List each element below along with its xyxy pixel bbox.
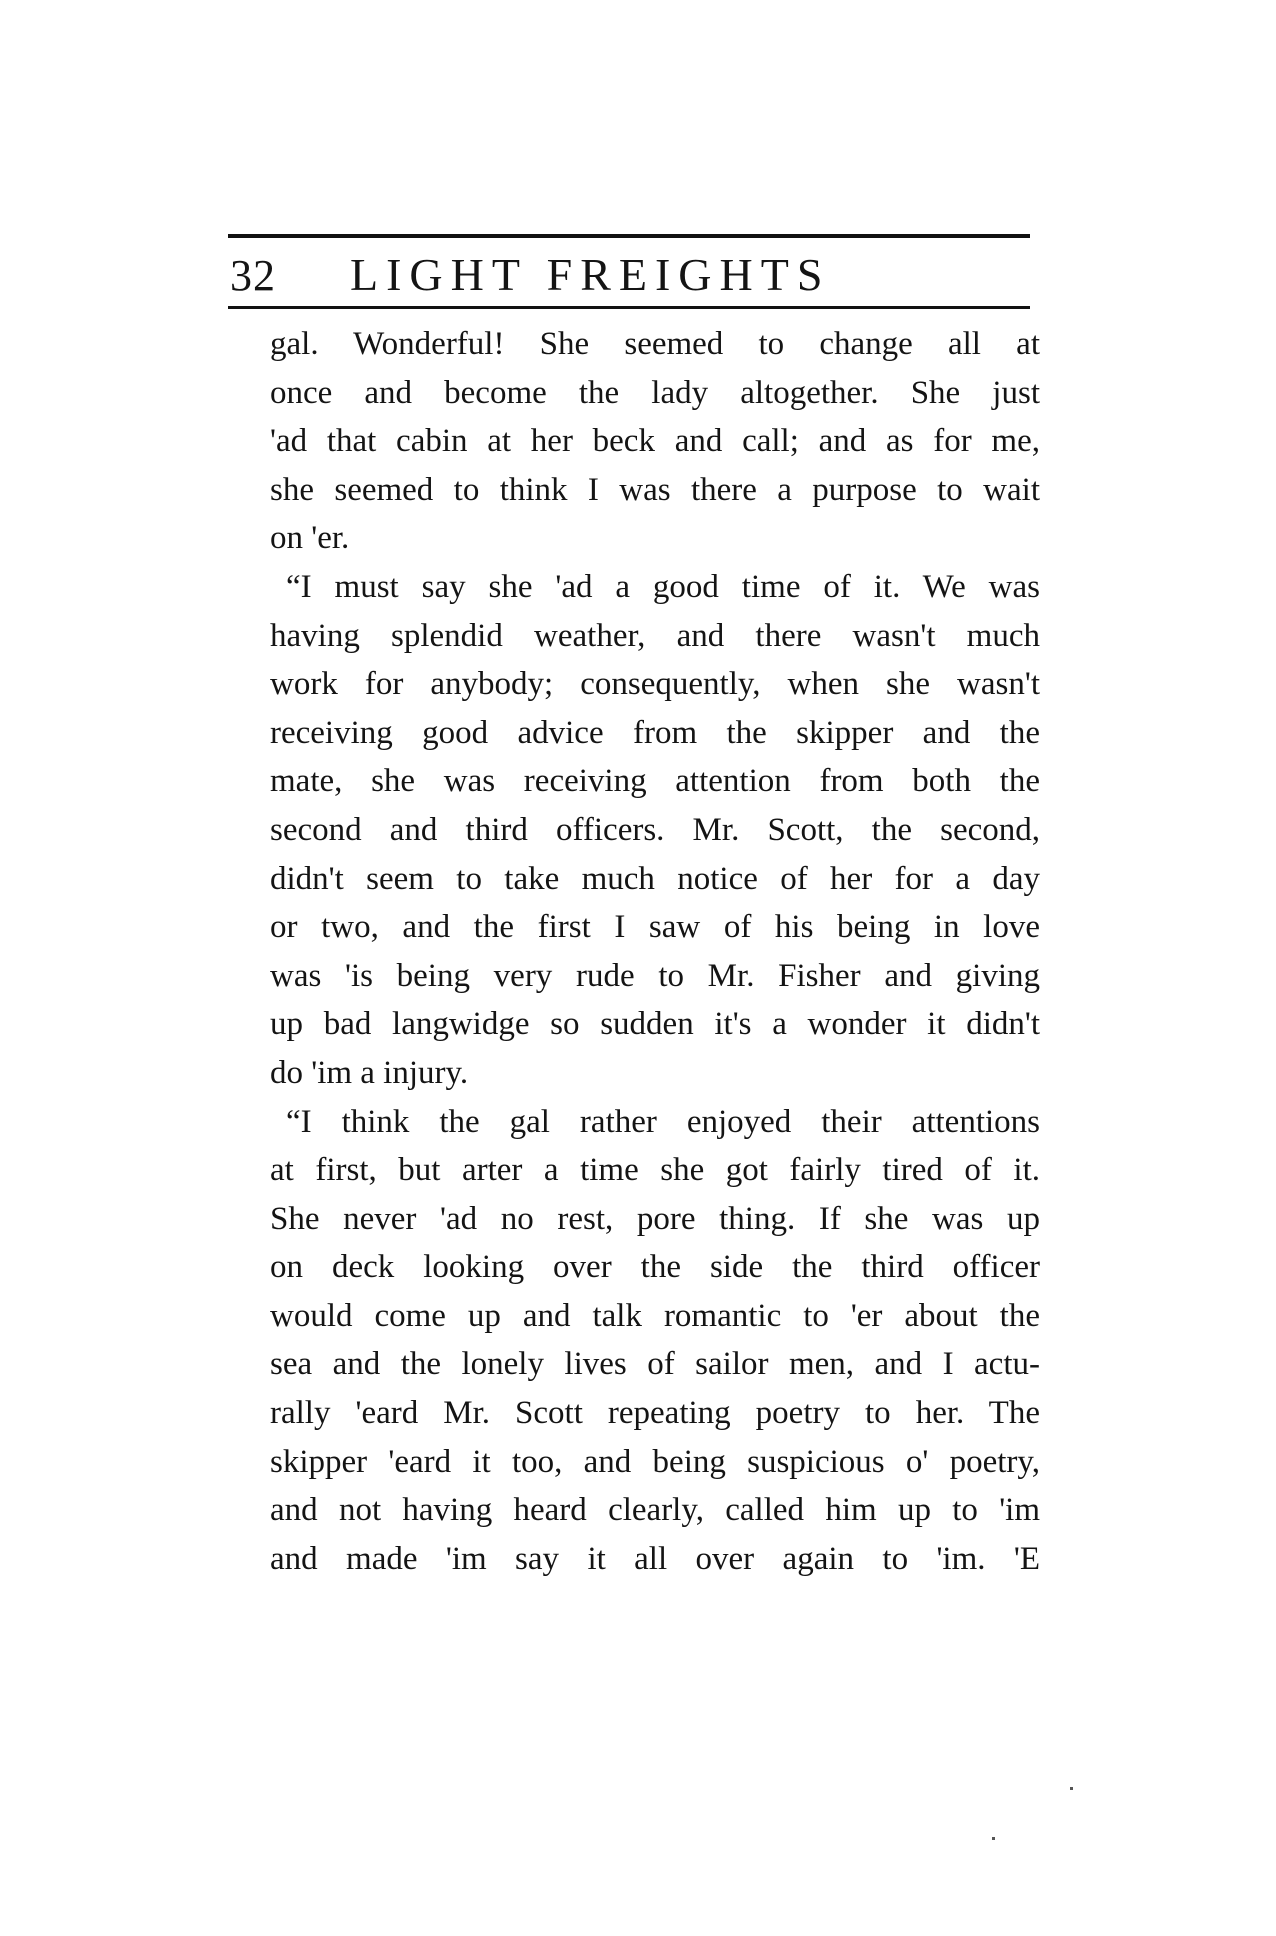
text-line: mate, she was receiving attention from both the bbox=[270, 763, 1040, 800]
text-line: or two, and the first I saw of his being in love bbox=[270, 909, 1040, 946]
text-line: at first, but arter a time she got fairly tired of it. bbox=[270, 1152, 1040, 1189]
running-title: LIGHT FREIGHTS bbox=[350, 249, 831, 300]
text-line: and not having heard clearly, called him up to 'im bbox=[270, 1492, 1040, 1529]
header-rule-top bbox=[228, 234, 1030, 238]
text-line: on deck looking over the side the third officer bbox=[270, 1249, 1040, 1286]
text-line: second and third officers. Mr. Scott, the second, bbox=[270, 811, 1040, 848]
text-line: was 'is being very rude to Mr. Fisher and giving bbox=[270, 957, 1040, 994]
text-line: skipper 'eard it too, and being suspicious o' poetry, bbox=[270, 1443, 1040, 1480]
text-line: having splendid weather, and there wasn't much bbox=[270, 617, 1040, 654]
text-line: gal. Wonderful! She seemed to change all at bbox=[270, 326, 1040, 362]
text-line: once and become the lady altogether. She just bbox=[270, 374, 1040, 411]
text-line: rally 'eard Mr. Scott repeating poetry to her. The bbox=[270, 1395, 1040, 1432]
text-line: would come up and talk romantic to 'er about the bbox=[270, 1297, 1040, 1334]
header-rule-bottom bbox=[228, 306, 1030, 309]
scan-speck bbox=[992, 1837, 995, 1840]
text-line: didn't seem to take much notice of her for a day bbox=[270, 860, 1040, 897]
text-line: sea and the lonely lives of sailor men, and I actu- bbox=[270, 1346, 1040, 1383]
text-line: do 'im a injury. bbox=[270, 1054, 469, 1091]
text-line: “I must say she 'ad a good time of it. We was bbox=[286, 568, 1040, 605]
page-number: 32 bbox=[230, 251, 276, 300]
text-line: she seemed to think I was there a purpose to wait bbox=[270, 471, 1040, 508]
running-head bbox=[230, 248, 1030, 304]
text-line: up bad langwidge so sudden it's a wonder it didn't bbox=[270, 1006, 1040, 1043]
text-line: and made 'im say it all over again to 'im. 'E bbox=[270, 1540, 1040, 1577]
text-line: work for anybody; consequently, when she wasn't bbox=[270, 666, 1040, 703]
text-line: “I think the gal rather enjoyed their attentions bbox=[286, 1103, 1040, 1140]
text-line: She never 'ad no rest, pore thing. If she was up bbox=[270, 1200, 1040, 1237]
body-text bbox=[270, 320, 1040, 1583]
text-line: receiving good advice from the skipper and the bbox=[270, 714, 1040, 751]
text-line: 'ad that cabin at her beck and call; and as for me, bbox=[270, 423, 1040, 460]
scan-speck bbox=[1070, 1787, 1073, 1790]
text-line: on 'er. bbox=[270, 520, 350, 557]
